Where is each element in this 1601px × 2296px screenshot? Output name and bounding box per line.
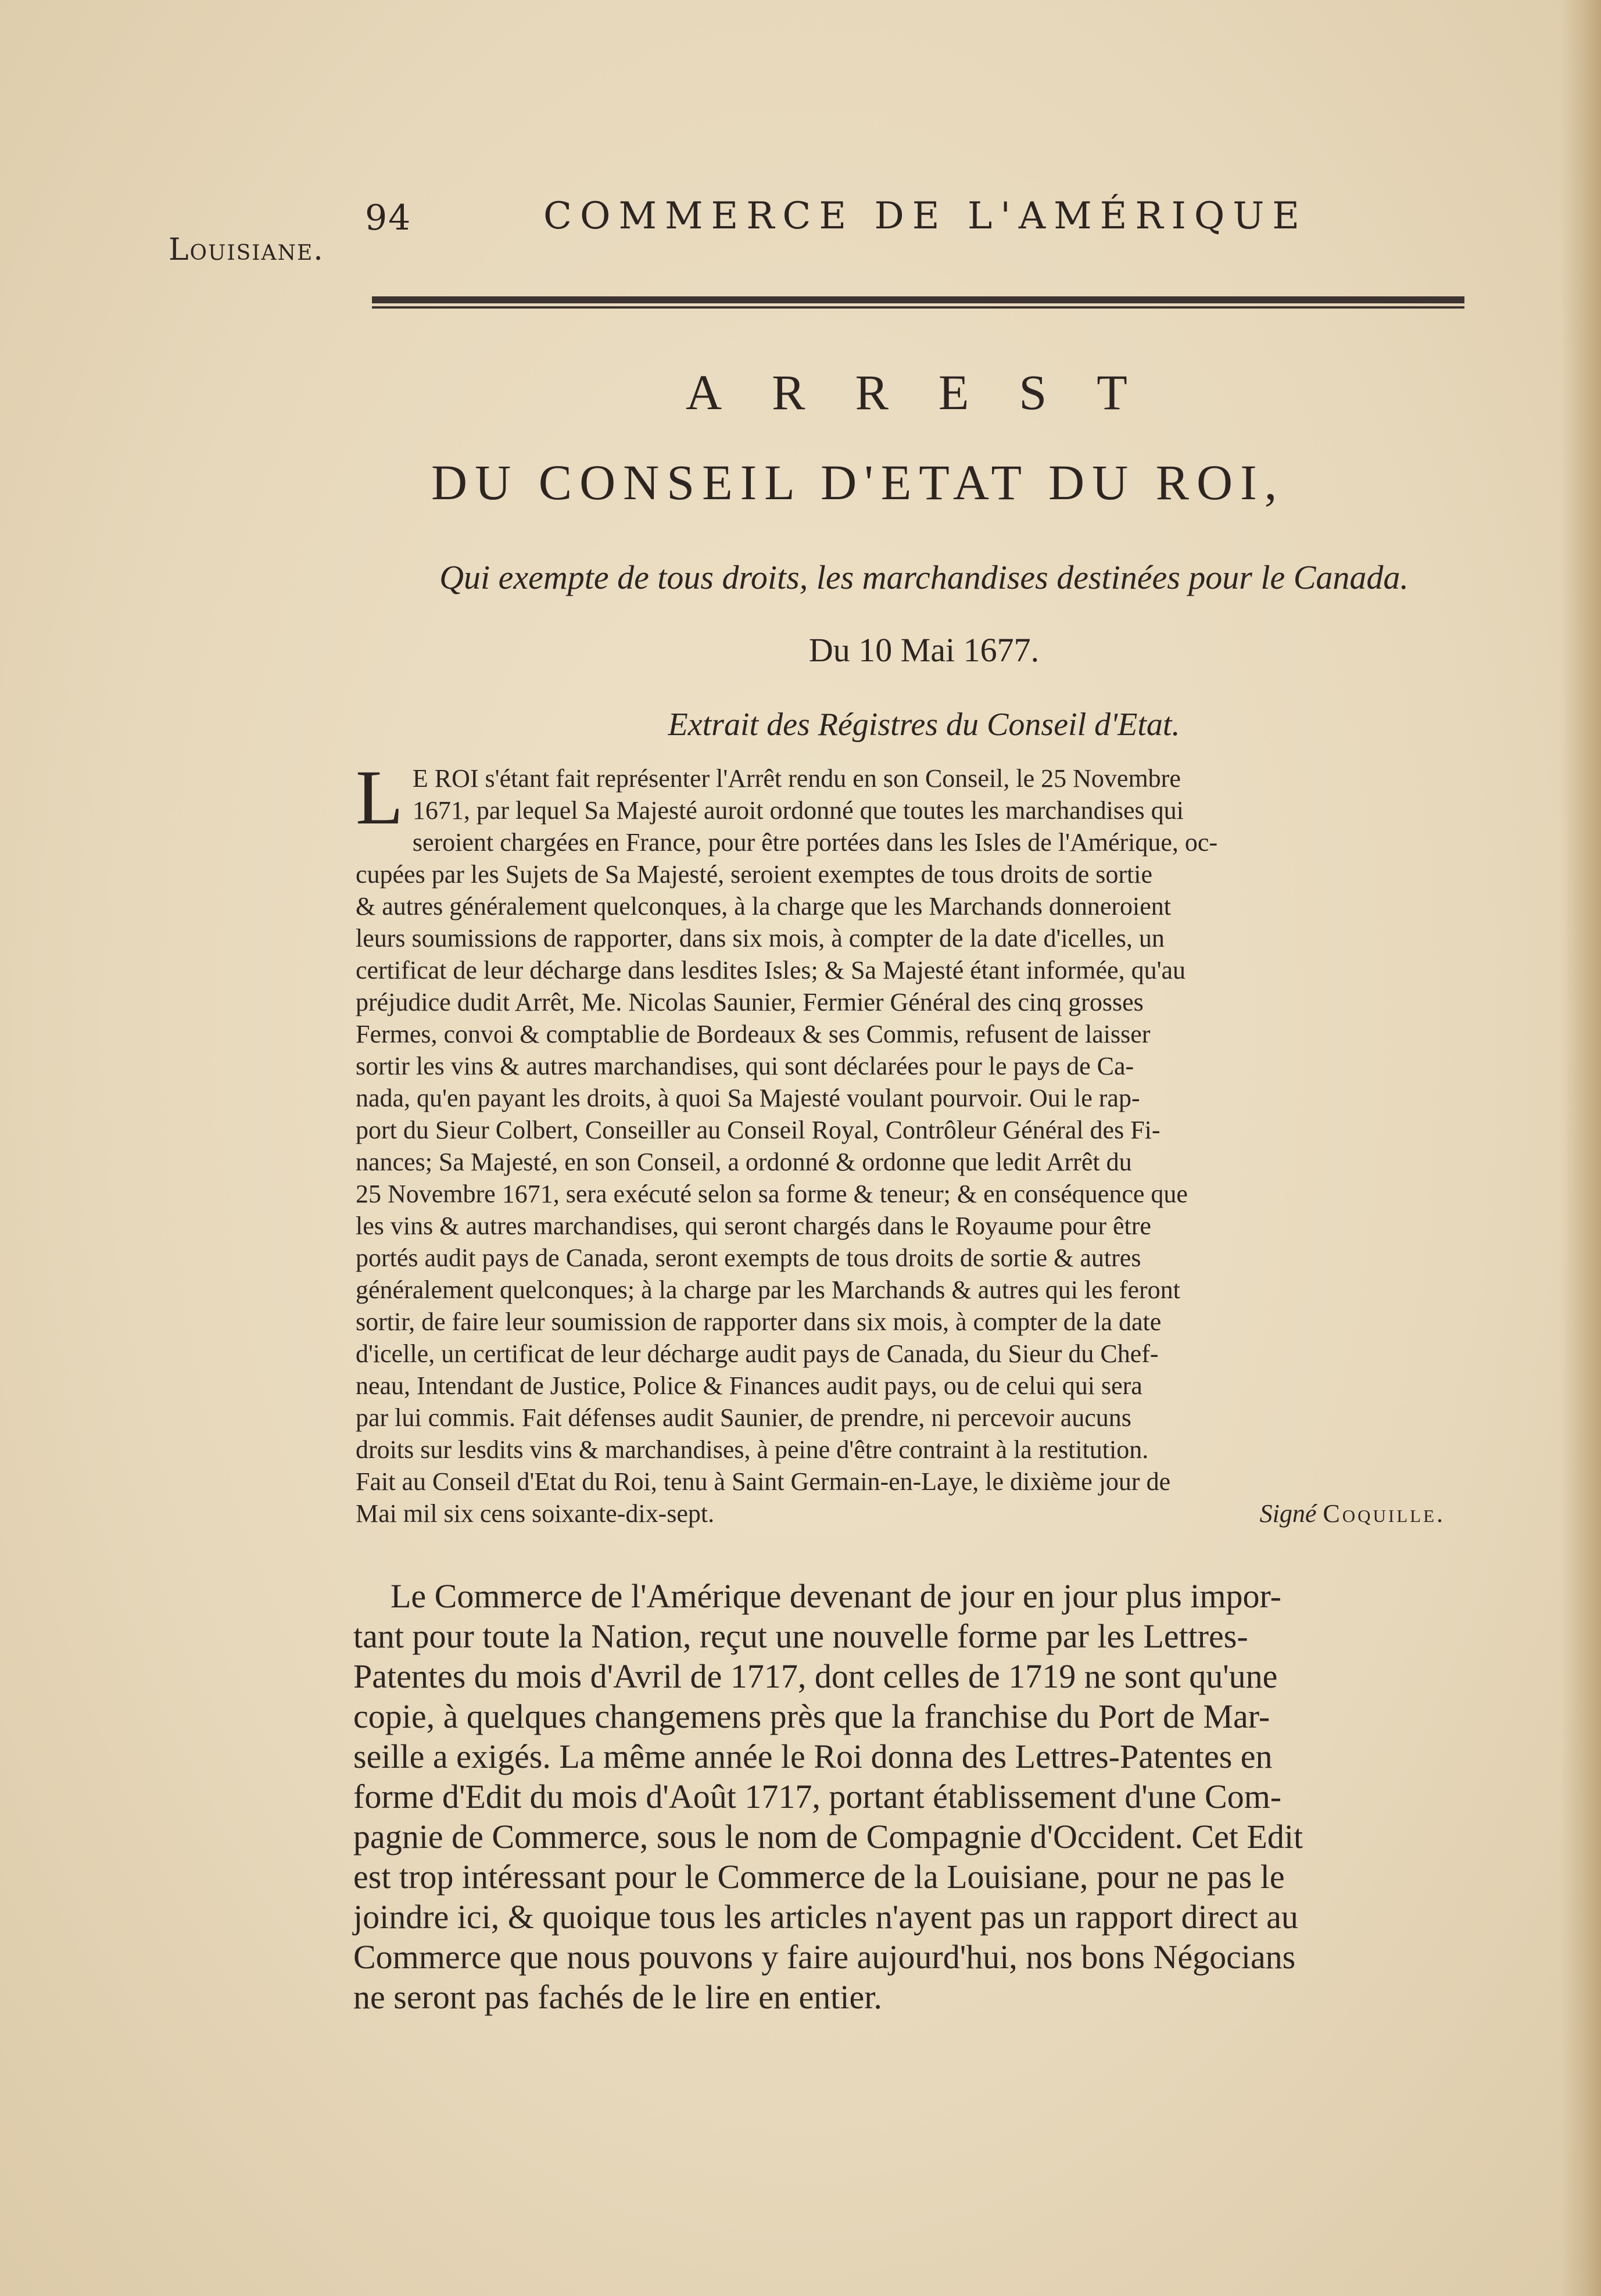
decree-line: 1671, par lequel Sa Majesté auroit ordonné que toutes les marchandises qui: [412, 796, 1184, 825]
decree-line: E ROI s'étant fait représenter l'Arrêt rendu en son Conseil, le 25 Novembre: [412, 764, 1181, 793]
decree-line: nances; Sa Majesté, en son Conseil, a ordonné & ordonne que ledit Arrêt du: [356, 1148, 1132, 1176]
decree-line: droits sur lesdits vins & marchandises, à peine d'être contraint à la restitution.: [356, 1435, 1149, 1464]
decree-line: neau, Intendant de Justice, Police & Finances audit pays, ou de celui qui sera: [356, 1371, 1142, 1400]
decree-line: leurs soumissions de rapporter, dans six mois, à compter de la date d'icelles, un: [356, 924, 1165, 952]
decree-last-text: Mai mil six cens soixante-dix-sept.: [356, 1499, 715, 1528]
header-rule-thick: [372, 296, 1464, 303]
page-number: 94: [365, 198, 412, 238]
running-title: COMMERCE DE L'AMÉRIQUE: [543, 195, 1308, 238]
decree-line: 25 Novembre 1671, sera exécuté selon sa forme & teneur; & en conséquence que: [356, 1180, 1188, 1208]
decree-line: & autres généralement quelconques, à la charge que les Marchands donneroient: [356, 892, 1171, 920]
extract-heading: Extrait des Régistres du Conseil d'Etat.: [668, 707, 1180, 743]
decree-line-last: [356, 1498, 1480, 1530]
decree-line: cupées par les Sujets de Sa Majesté, seroient exemptes de tous droits de sortie: [356, 860, 1152, 889]
subtitle: Qui exempte de tous droits, les marchandises destinées pour le Canada.: [439, 558, 1409, 596]
decree-line: par lui commis. Fait défenses audit Saunier, de prendre, ni percevoir aucuns: [356, 1403, 1131, 1432]
drop-cap: L: [356, 754, 403, 840]
signature-name: Coquille.: [1323, 1499, 1445, 1528]
decree-line: certificat de leur décharge dans lesdites Isles; & Sa Majesté étant informée, qu'au: [356, 956, 1186, 984]
signature-label: Signé: [1259, 1499, 1317, 1528]
commerce-line: Patentes du mois d'Avril de 1717, dont celles de 1719 ne sont qu'une: [353, 1657, 1278, 1695]
commerce-line: pagnie de Commerce, sous le nom de Compagnie d'Occident. Cet Edit: [353, 1818, 1303, 1856]
decree-line: généralement quelconques; à la charge par les Marchands & autres qui les feront: [356, 1276, 1180, 1304]
decree-line: sortir, de faire leur soumission de rapporter dans six mois, à compter de la date: [356, 1308, 1162, 1336]
title-arrest: ARREST: [686, 364, 1177, 420]
decree-line: nada, qu'en payant les droits, à quoi Sa Majesté voulant pourvoir. Oui le rap-: [356, 1084, 1140, 1112]
decree-line: port du Sieur Colbert, Conseiller au Conseil Royal, Contrôleur Général des Fi-: [356, 1116, 1161, 1144]
commerce-line: Le Commerce de l'Amérique devenant de jour en jour plus impor-: [391, 1577, 1281, 1615]
side-label-louisiane: Louisiane.: [169, 232, 324, 267]
decree-line: les vins & autres marchandises, qui seront chargés dans le Royaume pour être: [356, 1212, 1151, 1240]
commerce-line: seille a exigés. La même année le Roi donna des Lettres-Patentes en: [353, 1738, 1273, 1775]
commerce-line: est trop intéressant pour le Commerce de la Louisiane, pour ne pas le: [353, 1858, 1285, 1896]
commerce-paragraph: [353, 1576, 1478, 2017]
decree-line: d'icelle, un certificat de leur décharge audit pays de Canada, du Sieur du Chef-: [356, 1339, 1159, 1368]
decree-line: seroient chargées en France, pour être portées dans les Isles de l'Amérique, oc-: [412, 828, 1218, 857]
commerce-line: ne seront pas fachés de le lire en entier.: [353, 1978, 882, 2016]
title-conseil: DU CONSEIL D'ETAT DU ROI,: [431, 454, 1285, 510]
commerce-line: joindre ici, & quoique tous les articles n'ayent pas un rapport direct au: [353, 1898, 1298, 1936]
header-rule-thin: [372, 306, 1464, 309]
decree-line: Fait au Conseil d'Etat du Roi, tenu à Saint Germain-en-Laye, le dixième jour de: [356, 1467, 1171, 1496]
signature: [1260, 1498, 1445, 1530]
decree-line: portés audit pays de Canada, seront exempts de tous droits de sortie & autres: [356, 1244, 1141, 1272]
decree-line: sortir les vins & autres marchandises, qui sont déclarées pour le pays de Ca-: [356, 1052, 1134, 1080]
decree-date: Du 10 Mai 1677.: [808, 631, 1040, 669]
decree-text: [356, 754, 1480, 1530]
commerce-line: forme d'Edit du mois d'Août 1717, portant établissement d'une Com-: [353, 1778, 1282, 1815]
decree-line: préjudice dudit Arrêt, Me. Nicolas Saunier, Fermier Général des cinq grosses: [356, 988, 1144, 1016]
commerce-line: tant pour toute la Nation, reçut une nouvelle forme par les Lettres-: [353, 1617, 1248, 1655]
commerce-line: Commerce que nous pouvons y faire aujourd'hui, nos bons Négocians: [353, 1938, 1296, 1976]
page-edge-shadow: [1560, 0, 1601, 2296]
decree-line: Fermes, convoi & comptablie de Bordeaux & ses Commis, refusent de laisser: [356, 1020, 1151, 1048]
commerce-line: copie, à quelques changemens près que la franchise du Port de Mar-: [353, 1697, 1270, 1735]
